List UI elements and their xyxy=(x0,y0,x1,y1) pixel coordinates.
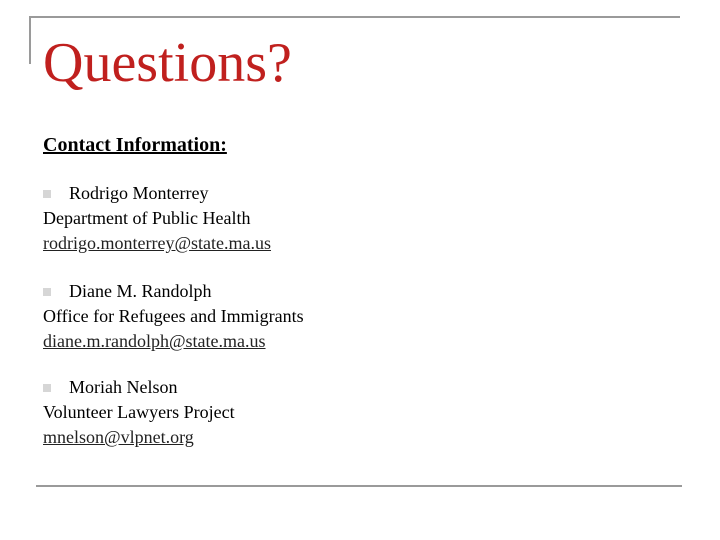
square-bullet-icon xyxy=(43,190,51,198)
contact-organization: Department of Public Health xyxy=(43,208,251,228)
frame-top-line xyxy=(29,16,680,18)
contact-email-link[interactable]: rodrigo.monterrey@state.ma.us xyxy=(43,233,272,253)
contact-name-row xyxy=(43,279,663,304)
contact-email-link[interactable]: mnelson@vlpnet.org xyxy=(43,427,194,447)
contact-email-link[interactable]: diane.m.randolph@state.ma.us xyxy=(43,331,266,351)
contact-name: Moriah Nelson xyxy=(69,377,178,397)
contact-block xyxy=(43,375,663,450)
contact-organization: Volunteer Lawyers Project xyxy=(43,402,235,422)
contact-block xyxy=(43,181,663,256)
square-bullet-icon xyxy=(43,384,51,392)
frame-bottom-line xyxy=(36,485,682,487)
contact-block xyxy=(43,279,663,354)
contact-name: Rodrigo Monterrey xyxy=(69,183,209,203)
square-bullet-icon xyxy=(43,288,51,296)
contact-name: Diane M. Randolph xyxy=(69,281,212,301)
contact-name-row xyxy=(43,181,663,206)
contact-heading: Contact Information: xyxy=(43,134,227,156)
slide-title: Questions? xyxy=(43,32,292,94)
contact-organization: Office for Refugees and Immigrants xyxy=(43,306,304,326)
contact-name-row xyxy=(43,375,663,400)
frame-left-line xyxy=(29,16,31,64)
